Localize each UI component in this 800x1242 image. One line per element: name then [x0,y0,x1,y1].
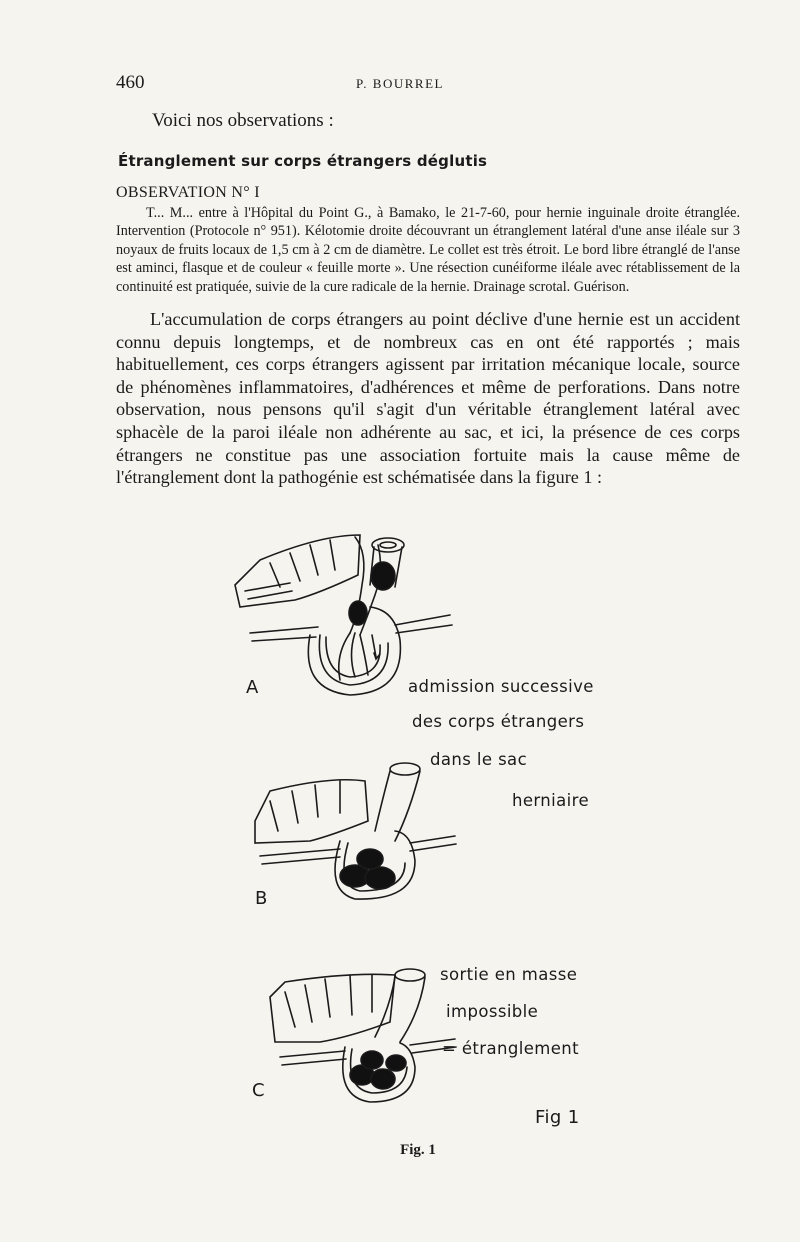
section-title: Étranglement sur corps étrangers déglutis [118,152,488,170]
main-paragraph: L'accumulation de corps étrangers au point déclive d'une hernie est un accident connu depuis longtemps, et de nombreux cas en ont été rapportés ; mais habituellement, ces corps étrangers agissent par irritation mécanique locale, source de phénomènes inflammatoires, d'adhérences et même de perforations. Dans notre observation, nous pensons qu'il s'agit d'un véritable étranglement latéral avec sphacèle de la paroi iléale non adhérente au sac, et ici, la présence de ces corps étrangers ne constitue pas une association fortuite mais la cause même de l'étranglement dont la pathogénie est schématisée dans la figure 1 : [116,309,740,488]
panel-b-label: B [255,888,268,909]
panel-a-label: A [246,677,259,698]
panel-c-note-2: impossible [446,1002,539,1021]
panel-a-note-3: dans le sac [430,750,528,769]
running-head: P. BOURREL [356,76,444,91]
panel-a-drawing [235,535,452,695]
panel-a-note-1: admission successive [408,677,594,696]
panel-c-note-3: = étranglement [442,1039,580,1058]
panel-c-drawing [270,969,456,1102]
page-number: 460 [116,72,145,93]
panel-a-note-4: herniaire [512,791,590,810]
panel-c-label: C [252,1080,265,1101]
panel-c-note-1: sortie en masse [440,965,578,984]
figure-caption: Fig. 1 [400,1142,436,1158]
panel-a-note-2: des corps étrangers [412,712,585,731]
observation-text: T... M... entre à l'Hôpital du Point G., à Bamako, le 21-7-60, pour hernie inguinale droite étranglée. Intervention (Protocole n° 951). Kélotomie droite découvrant un étranglement latéral d'une anse iléale sur 3 noyaux de fruits locaux de 1,5 cm à 2 cm de diamètre. Le collet est très étroit. Le bord libre étranglé de l'anse est aminci, flasque et de couleur « feuille morte ». Une résection cunéiforme iléale avec rétablissement de la continuité est pratiquée, suivie de la cure radicale de la hernie. Drainage scrotal. Guérison. [116,205,740,295]
observation-title: OBSERVATION N° I [116,184,260,201]
panel-b-drawing [255,763,456,899]
figure-hand-label: Fig 1 [535,1107,580,1128]
figure-1 [200,515,640,1135]
intro-line: Voici nos observations : [152,110,334,131]
